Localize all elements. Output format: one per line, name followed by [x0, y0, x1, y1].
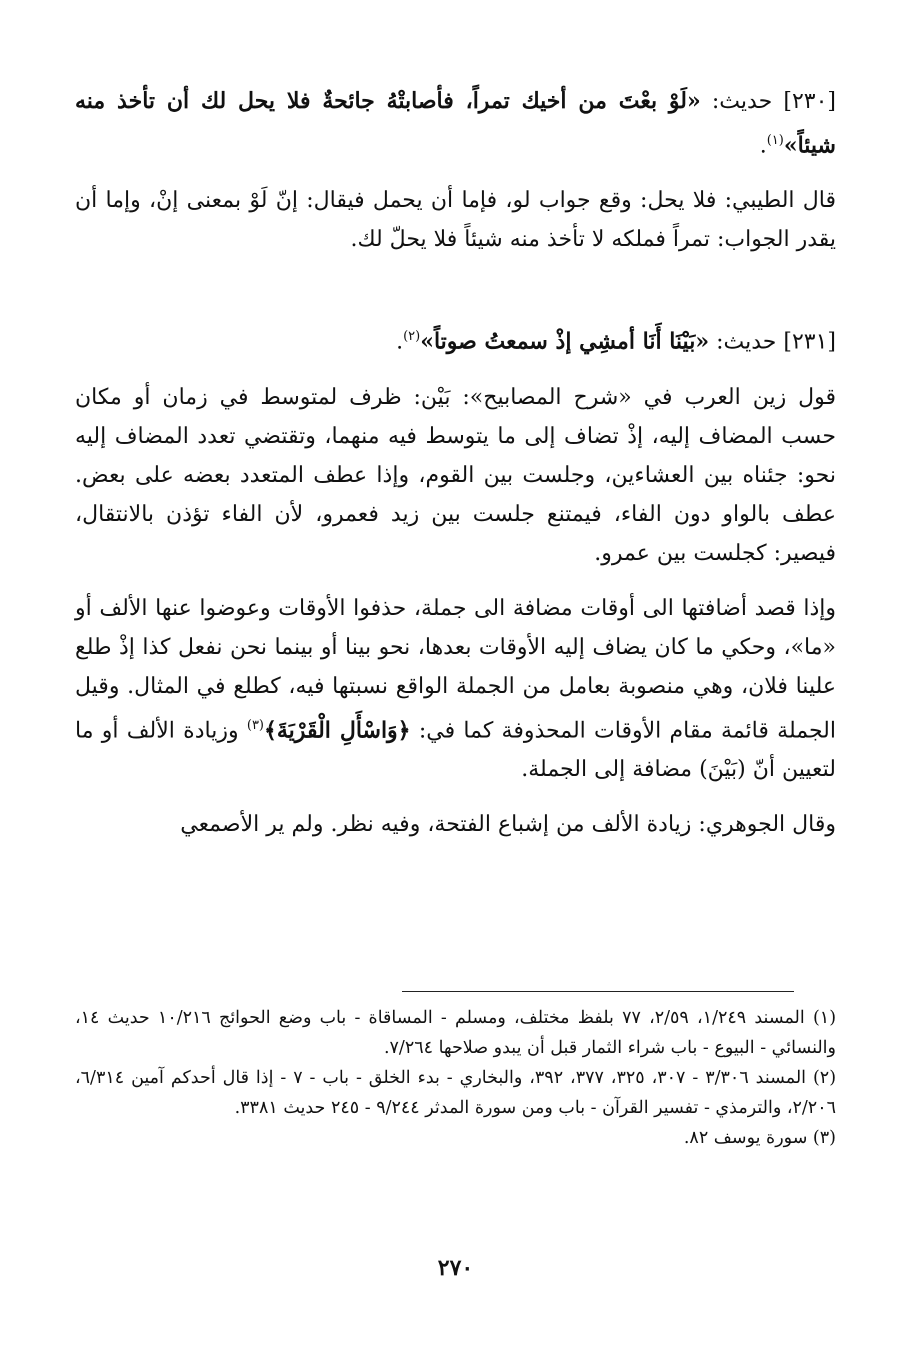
footnotes	[75, 1003, 836, 1153]
punctuation: .	[396, 329, 404, 355]
quran-quote: ﴿وَاسْأَلِ الْقَرْيَةَ﴾	[264, 716, 411, 743]
footnote: (٢) المسند ٣/٣٠٦ - ٣٠٧، ٣٢٥، ٣٧٧، ٣٩٢، والبخاري - بدء الخلق - باب - ٧ - إذا قال أحدكم آمين ٦/٣١٤، ٢/٢٠٦، والترمذي - تفسير القرآن - باب ومن سورة المدثر ٩/٢٤٤ - ٢٤٥ حديث ٣٣٨١.	[75, 1068, 837, 1118]
footnote: (١) المسند ١/٢٤٩، ٢/٥٩، ٧٧ بلفظ مختلف، ومسلم - المساقاة - باب وضع الحوائج ١٠/٢١٦ حديث ١٤، والنسائي - البيوع - باب شراء الثمار قبل أن يبدو صلاحها ٧/٢٦٤.	[75, 1008, 837, 1058]
commentary-paragraph: قول زين العرب في «شرح المصابيح»: بَيْن: ظرف لمتوسط في زمان أو مكان حسب المضاف إليه، إذْ تضاف إلى ما يتوسط فيه منهما، وتقتضي تعدد المضاف إليه نحو: جئناه بين العشاءين، وجلست بين القوم، وإذا عطف المتعدد بعضه على بعض. عطف بالواو دون الفاء، فيمتنع جلست بين زيد فعمرو، لأن الفاء تؤذن بالانتقال، فيصير: كجلست بين عمرو.	[75, 384, 836, 566]
commentary-paragraph: قال الطيبي: فلا يحل: وقع جواب لو، فإما أن يحمل فيقال: إنّ لَوْ بمعنى إنْ، وإما أن يقدر الجواب: تمراً فملكه لا تأخذ منه شيئاً فلا يحلّ لك.	[75, 188, 836, 253]
punctuation: .	[759, 133, 767, 159]
paragraph-text: وزيادة الألف أو ما لتعيين أنّ (بَيْنَ) مضافة إلى الجملة.	[75, 717, 836, 782]
page-number: ٢٧٠	[437, 1255, 474, 1281]
hadith-number: [٢٣١] حديث:	[716, 329, 836, 355]
footnote-divider	[402, 991, 794, 992]
main-text	[75, 82, 836, 844]
footnote-ref: (٢)	[403, 329, 421, 345]
hadith-number: [٢٣٠] حديث:	[711, 89, 836, 114]
hadith-230	[75, 82, 836, 165]
hadith-231	[75, 317, 836, 361]
hadith-text: «بَيْنَا أَنَا أمشِي إذْ سمعتُ صوتاً»	[420, 328, 710, 355]
hadith-text: «لَوْ بعْتَ من أخيك تمراً، فأصابتْهُ جائحةٌ فلا يحل لك أن تأخذ منه شيئاً»	[75, 88, 836, 159]
commentary-paragraph	[75, 589, 836, 789]
commentary-paragraph: وقال الجوهري: زيادة الألف من إشباع الفتحة، وفيه نظر. ولم ير الأصمعي	[180, 811, 836, 837]
paragraph-text: وإذا قصد أضافتها الى أوقات مضافة الى جملة، حذفوا الأوقات وعوضوا عنها الألف أو «ما»، وحكي ما كان يضاف إليه الأوقات بعدها، نحو بينا أو بينما نحن نفعل كذا إذْ طلع علينا فلان، وهي منصوبة بعامل من الجملة الواقع نسبتها فيه، كطلع في المثال. وقيل الجملة قائمة مقام الأوقات المحذوفة كما في:	[75, 595, 836, 743]
footnote-ref: (٣)	[246, 717, 264, 733]
footnote-ref: (١)	[766, 133, 784, 148]
footnote: (٣) سورة يوسف ٨٢.	[683, 1128, 836, 1148]
